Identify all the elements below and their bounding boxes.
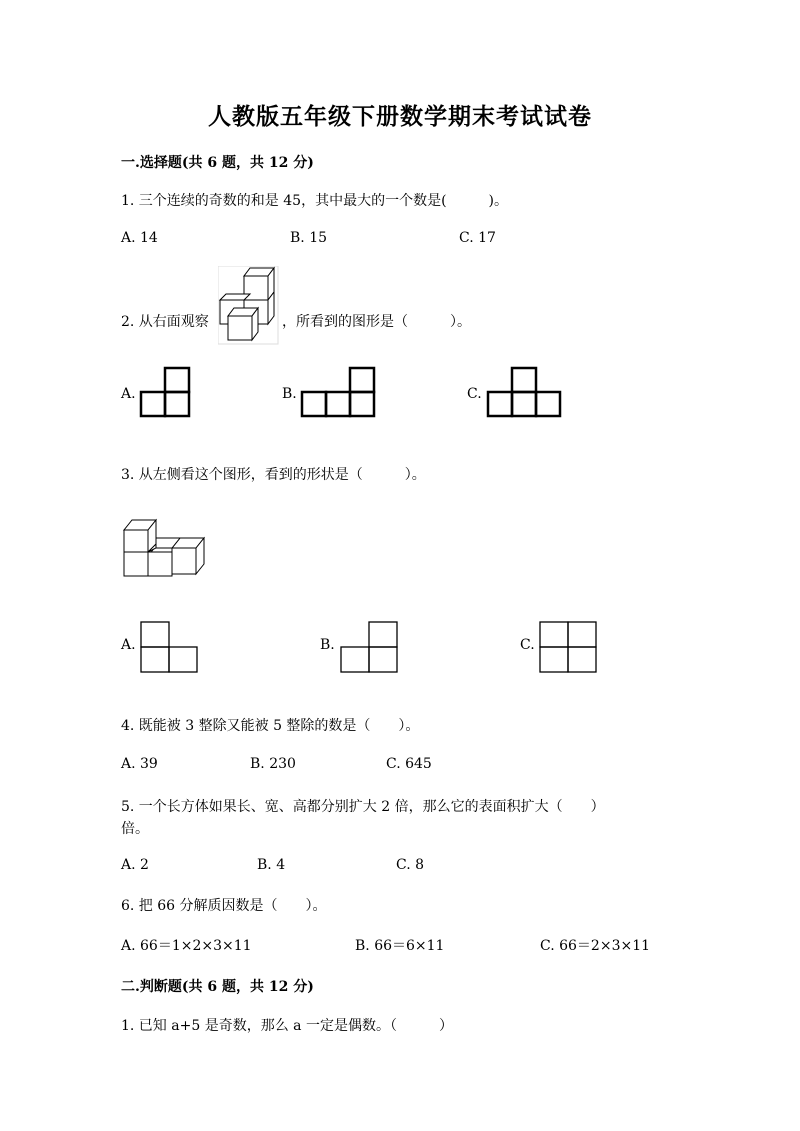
- question-1-stem: 1. 三个连续的奇数的和是 45，其中最大的一个数是( )。: [121, 193, 508, 209]
- question-4-stem: 4. 既能被 3 整除又能被 5 整除的数是（ ）。: [121, 718, 420, 734]
- question-6-stem: 6. 把 66 分解质因数是（ ）。: [121, 898, 327, 914]
- question-1-option-b: B. 15: [290, 230, 328, 246]
- question-5-option-a: A. 2: [121, 857, 149, 873]
- question-2-option-c: C.: [467, 386, 482, 402]
- question-2-option-a: A.: [121, 386, 136, 402]
- question-2-option-a-figure: [138, 366, 194, 420]
- question-5-option-c: C. 8: [396, 857, 425, 873]
- question-4-option-b: B. 230: [250, 756, 296, 772]
- section-heading: 二.判断题(共 6 题，共 12 分): [121, 979, 314, 995]
- question-2-option-c-figure: [484, 366, 564, 420]
- question-1-option-a: A. 14: [121, 230, 158, 246]
- question-3-cube-figure: [122, 518, 208, 580]
- question-4-option-a: A. 39: [121, 756, 158, 772]
- question-2-stem-start: 2. 从右面观察: [121, 314, 209, 330]
- page-title: 人教版五年级下册数学期末考试试卷: [208, 103, 592, 130]
- question-2-cube-figure: [218, 266, 280, 346]
- question-3-option-b: B.: [320, 637, 335, 653]
- question-2-option-b-figure: [298, 366, 378, 420]
- question-4-option-c: C. 645: [386, 756, 432, 772]
- question-2-option-b: B.: [282, 386, 297, 402]
- question-5-option-b: B. 4: [257, 857, 286, 873]
- true-false-1-stem: 1. 已知 a+5 是奇数，那么 a 一定是偶数。（ ）: [121, 1018, 453, 1034]
- question-3-option-a: A.: [121, 637, 136, 653]
- question-6-option-a: A. 66＝1×2×3×11: [121, 938, 252, 954]
- section-heading: 一.选择题(共 6 题，共 12 分): [121, 155, 314, 171]
- question-5-stem-line-2: 倍。: [121, 821, 149, 837]
- question-3-option-c-figure: [538, 620, 600, 674]
- question-3-option-c: C.: [520, 637, 535, 653]
- question-2-stem-end: ，所看到的图形是（ ）。: [282, 314, 471, 330]
- question-1-option-c: C. 17: [459, 230, 496, 246]
- question-3-option-b-figure: [339, 620, 401, 674]
- question-6-option-c: C. 66＝2×3×11: [540, 938, 651, 954]
- question-5-stem-line-1: 5. 一个长方体如果长、宽、高都分别扩大 2 倍，那么它的表面积扩大（ ）: [121, 799, 605, 815]
- question-3-option-a-figure: [139, 620, 201, 674]
- question-6-option-b: B. 66＝6×11: [355, 938, 445, 954]
- question-3-stem: 3. 从左侧看这个图形，看到的形状是（ ）。: [121, 467, 426, 483]
